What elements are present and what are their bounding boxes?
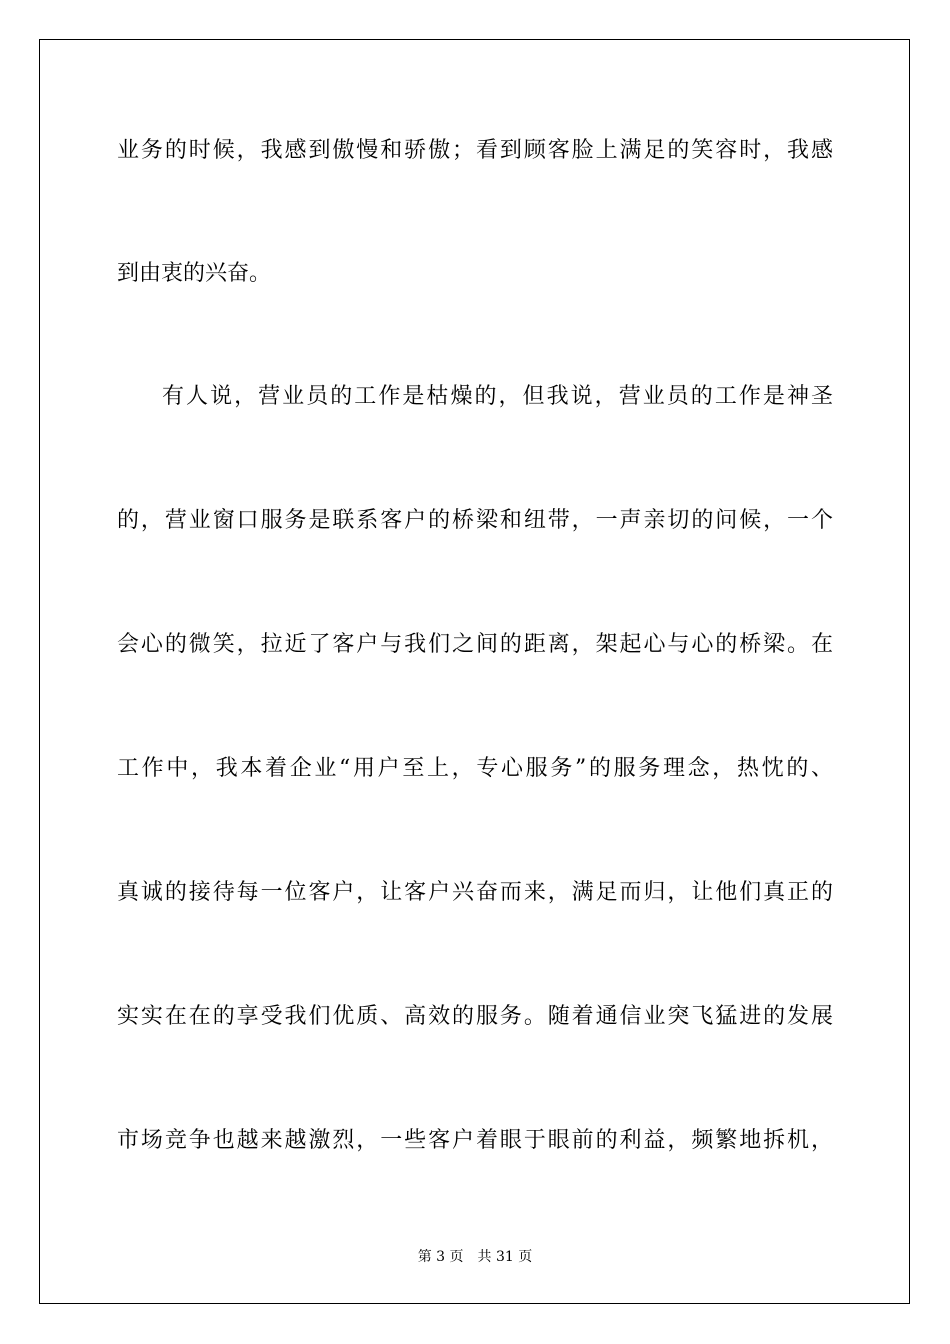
paragraph-first-line: 有人说，营业员的工作是枯燥的，但我说，营业员的工作是神圣 — [162, 384, 833, 409]
page-footer — [0, 1248, 950, 1266]
total-pages: 共 31 页 — [477, 1249, 533, 1265]
page-frame — [39, 39, 910, 1304]
body-text-line: 实实在在的享受我们优质、高效的服务。随着通信业突飞猛进的发展 — [117, 1004, 833, 1029]
body-text-line: 到由衷的兴奋。 — [117, 261, 272, 286]
page-number: 第 3 页 — [417, 1249, 464, 1265]
body-text-line: 市场竞争也越来越激烈，一些客户着眼于眼前的利益，频繁地拆机， — [117, 1128, 833, 1153]
body-text-line: 会心的微笑，拉近了客户与我们之间的距离，架起心与心的桥梁。在 — [117, 632, 833, 657]
body-text-line: 真诚的接待每一位客户，让客户兴奋而来，满足而归，让他们真正的 — [117, 880, 833, 905]
body-text-line: 业务的时候，我感到傲慢和骄傲；看到顾客脸上满足的笑容时，我感 — [117, 138, 833, 163]
body-text-line: 的，营业窗口服务是联系客户的桥梁和纽带，一声亲切的问候，一个 — [117, 508, 833, 533]
body-text-line: 工作中，我本着企业“用户至上，专心服务”的服务理念，热忱的、 — [117, 756, 833, 781]
